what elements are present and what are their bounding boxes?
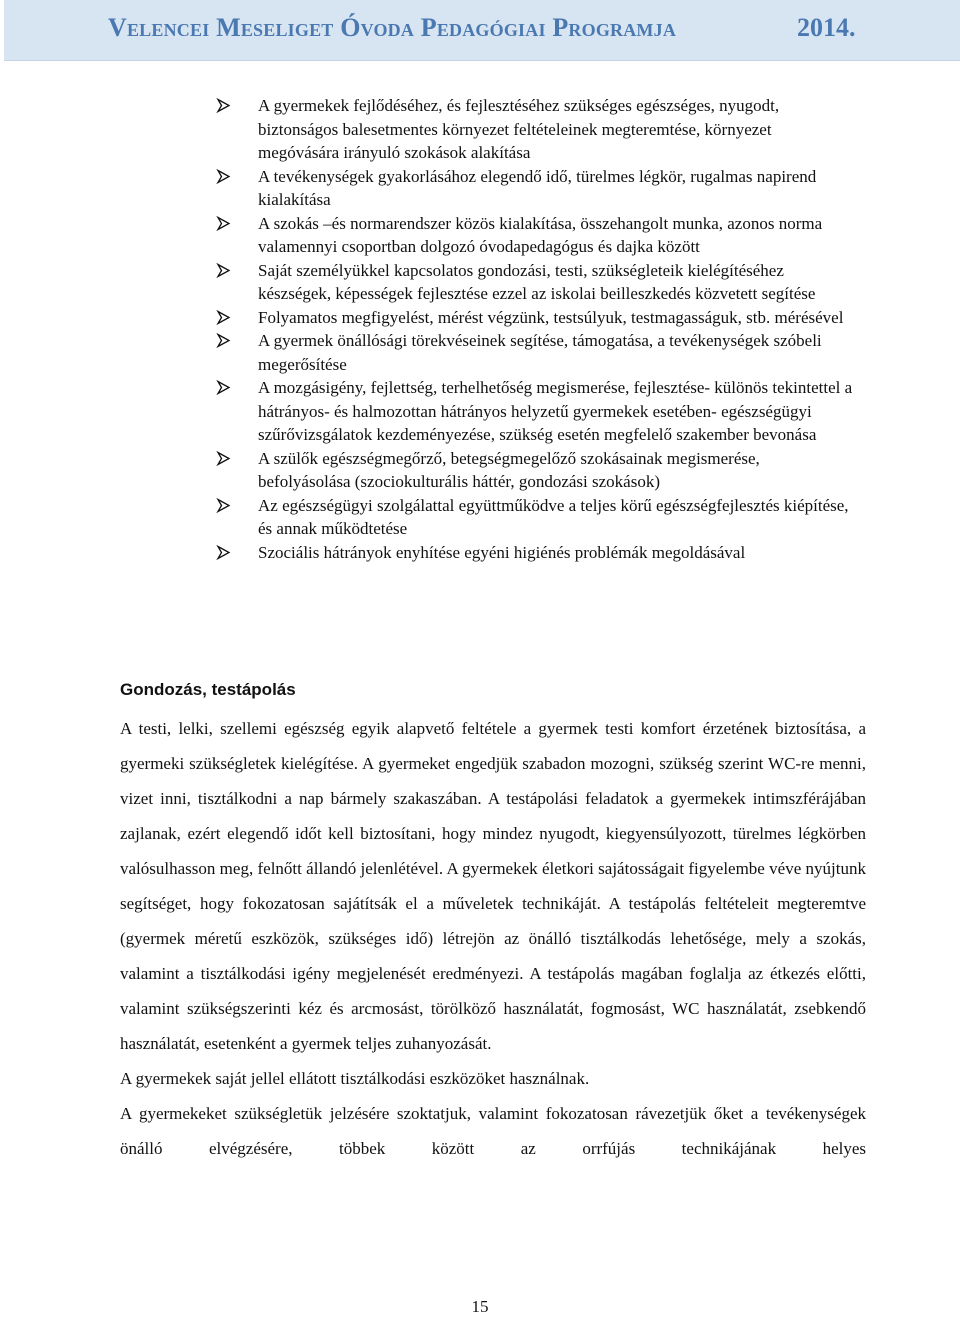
list-item <box>216 329 856 376</box>
arrow-bullet-icon <box>216 545 231 560</box>
list-item-text: A szokás –és normarendszer közös kialakítása, összehangolt munka, azonos norma valamennyi csoportban dolgozó óvodapedagógus és dajka között <box>258 213 823 256</box>
list-item <box>216 94 856 165</box>
arrow-bullet-icon <box>216 169 231 184</box>
header-year: 2014. <box>797 13 856 42</box>
list-item-text: Az egészségügyi szolgálattal együttműködve a teljes körű egészségfejlesztés kiépítése, és annak működtetése <box>258 495 849 538</box>
arrow-bullet-icon <box>216 216 231 231</box>
list-item <box>216 376 856 447</box>
list-item <box>216 212 856 259</box>
section-heading: Gondozás, testápolás <box>120 680 296 699</box>
list-item-text: Folyamatos megfigyelést, mérést végzünk, testsúlyuk, testmagasságuk, stb. mérésével <box>258 307 844 327</box>
arrow-bullet-icon <box>216 98 231 113</box>
list-item-text: A szülők egészségmegőrző, betegségmegelőző szokásainak megismerése, befolyásolása (szociokulturális háttér, gondozási szokások) <box>258 448 760 491</box>
list-item-text: A mozgásigény, fejlettség, terhelhetőség megismerése, fejlesztése- különös tekintettel a hátrányos- és halmozottan hátrányos helyzetű gyermekek esetében- egészségügyi szűrővizsgálatok kezdeményezése, szükség esetén megfelelő szakember bevonása <box>258 378 853 444</box>
arrow-bullet-icon <box>216 498 231 513</box>
paragraph: A gyermekek saját jellel ellátott tisztálkodási eszközöket használnak. <box>120 1069 590 1088</box>
list-item-text: Saját személyükkel kapcsolatos gondozási, testi, szükségleteik kielégítéséhez készségek, képességek fejlesztése ezzel az iskolai beilleszkedés közvetett segítése <box>258 260 816 303</box>
list-item <box>216 165 856 212</box>
arrow-bullet-icon <box>216 380 231 395</box>
list-item-text: Szociális hátrányok enyhítése egyéni higiénés problémák megoldásával <box>258 542 746 562</box>
list-item <box>216 447 856 494</box>
arrow-bullet-icon <box>216 263 231 278</box>
header-title: Velencei Meseliget Óvoda Pedagógiai Programja <box>108 13 677 42</box>
section-body <box>120 711 866 1166</box>
paragraph: A testi, lelki, szellemi egészség egyik alapvető feltétele a gyermek testi komfort érzetének biztosítása, a gyermeki szükségletek kielégítése. A gyermeket engedjük szabadon mozogni, szükség szerint WC-re menni, vizet inni, tisztálkodni a nap bármely szakaszában. A testápolási feladatok a gyermekek intimszférájában zajlanak, ezért elegendő időt kell biztosítani, hogy mindez nyugodt, kiegyensúlyozott, türelmes légkörben valósulhasson meg, felnőtt állandó jelenlétével. A gyermekek életkori sajátosságait figyelembe véve nyújtunk segítséget, hogy fokozatosan sajátítsák el a műveletek technikáját. A testápolás feltételeit megteremtve (gyermek méretű eszközök, szükséges idő) létrejön az önálló tisztálkodás lehetősége, mely a szokás, valamint a tisztálkodási igény megjelenését eredményezi. A testápolás magában foglalja az étkezés előtti, valamint szükségszerinti kéz és arcmosást, törölköző használatát, fogmosást, WC használatát, zsebkendő használatát, esetenként a gyermek teljes zuhanyozását. <box>120 719 866 1053</box>
page-header <box>4 0 960 61</box>
list-item <box>216 494 856 541</box>
list-item <box>216 541 856 565</box>
goal-list <box>216 94 856 564</box>
arrow-bullet-icon <box>216 310 231 325</box>
list-item-text: A gyermekek fejlődéséhez, és fejlesztéséhez szükséges egészséges, nyugodt, biztonságos balesetmentes környezet feltételeinek megteremtése, környezet megóvására irányuló szokások alakítása <box>258 96 780 162</box>
list-item-text: A gyermek önállósági törekvéseinek segítése, támogatása, a tevékenységek szóbeli megerősítése <box>258 331 822 374</box>
arrow-bullet-icon <box>216 333 231 348</box>
list-item <box>216 259 856 306</box>
list-item <box>216 306 856 330</box>
paragraph: A gyermekeket szükségletük jelzésére szoktatjuk, valamint fokozatosan rávezetjük őket a tevékenységek önálló elvégzésére, többek között az orrfújás technikájának helyes <box>120 1104 866 1158</box>
page-number: 15 <box>471 1297 489 1316</box>
arrow-bullet-icon <box>216 451 231 466</box>
list-item-text: A tevékenységek gyakorlásához elegendő idő, türelmes légkör, rugalmas napirend kialakítása <box>258 166 817 209</box>
